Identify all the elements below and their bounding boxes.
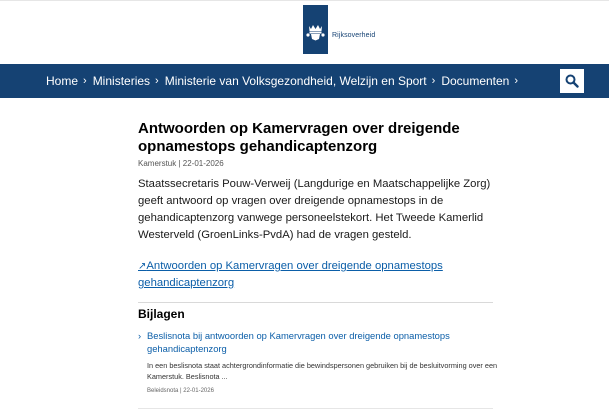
attachment-description: In een beslisnota staat achtergrondinformatie die bewindspersonen gebruiken bij de besluitvorming over een Kamerstuk. Beslisnota ... (147, 361, 498, 381)
bottom-divider (138, 408, 493, 409)
logo-text: Rijksoverheid (332, 32, 376, 39)
breadcrumb-separator-icon: › (155, 75, 159, 87)
rijksoverheid-logo[interactable] (303, 5, 328, 54)
section-divider (138, 302, 493, 303)
article-meta: Kamerstuk | 22-01-2026 (138, 159, 224, 168)
breadcrumb (46, 74, 524, 88)
crown-emblem-icon (305, 23, 326, 41)
breadcrumb-documenten[interactable]: Documenten (441, 74, 510, 88)
article-body: Staatssecretaris Pouw-Verweij (Langdurige en Maatschappelijke Zorg) geeft antwoord op vragen over dreigende opnamestops in de gehandicaptenzorg vanwege personeelstekort. Het Tweede Kamerlid Westerveld (GroenLinks-PvdA) had de vragen gesteld. (138, 178, 491, 241)
attachments-heading: Bijlagen (138, 307, 185, 321)
search-button[interactable] (560, 69, 584, 93)
chevron-right-icon: › (138, 330, 142, 341)
search-icon (565, 74, 579, 88)
breadcrumb-navbar (0, 64, 609, 98)
breadcrumb-separator-icon: › (514, 75, 519, 87)
breadcrumb-ministerie-vws[interactable]: Ministerie van Volksgezondheid, Welzijn en Sport (164, 74, 427, 88)
external-arrow-icon: ↗ (138, 261, 147, 272)
top-border (0, 0, 609, 1)
breadcrumb-ministeries[interactable]: Ministeries (92, 74, 151, 88)
document-link[interactable] (138, 258, 498, 292)
article (138, 120, 498, 292)
attachment-link[interactable] (138, 329, 498, 355)
breadcrumb-separator-icon: › (83, 75, 87, 87)
attachment-title: Beslisnota bij antwoorden op Kamervragen over dreigende opnamestops gehandicaptenzorg (147, 330, 450, 354)
document-link-label: Antwoorden op Kamervragen over dreigende opnamestops gehandicaptenzorg (138, 260, 443, 289)
attachment-item (138, 329, 498, 394)
attachment-meta: Beleidsnota | 22-01-2026 (147, 388, 214, 394)
breadcrumb-home[interactable]: Home (46, 74, 79, 88)
breadcrumb-separator-icon: › (431, 75, 436, 87)
page-title: Antwoorden op Kamervragen over dreigende opnamestops gehandicaptenzorg (138, 120, 460, 155)
